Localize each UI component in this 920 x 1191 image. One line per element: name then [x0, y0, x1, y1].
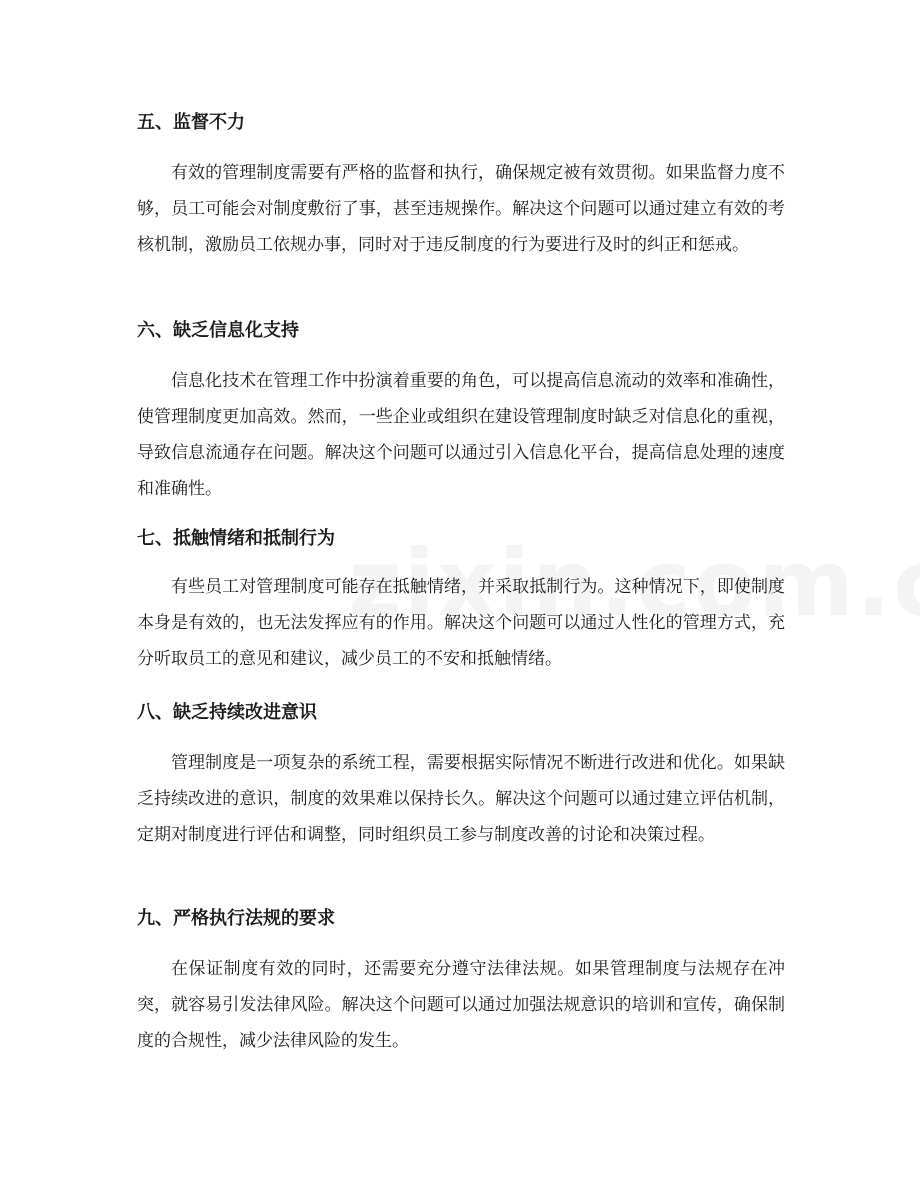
section-6-heading: 六、缺乏信息化支持	[137, 320, 299, 341]
section-6-body: 信息化技术在管理工作中扮演着重要的角色，可以提高信息流动的效率和准确性，使管理制度更加高效。然而，一些企业或组织在建设管理制度时缺乏对信息化的重视，导致信息流通存在问题。解决这个问题可以通过引入信息化平台，提高信息处理的速度和准确性。	[137, 371, 785, 499]
section-8-body: 管理制度是一项复杂的系统工程，需要根据实际情况不断进行改进和优化。如果缺乏持续改进的意识，制度的效果难以保持长久。解决这个问题可以通过建立评估机制，定期对制度进行评估和调整，同时组织员工参与制度改善的讨论和决策过程。	[137, 753, 785, 845]
section-8-heading: 八、缺乏持续改进意识	[137, 702, 317, 723]
section-7-heading: 七、抵触情绪和抵制行为	[137, 528, 335, 549]
section-9-body: 在保证制度有效的同时，还需要充分遵守法律法规。如果管理制度与法规存在冲突，就容易引发法律风险。解决这个问题可以通过加强法规意识的培训和宣传，确保制度的合规性，减少法律风险的发生。	[137, 959, 785, 1051]
section-5-heading: 五、监督不力	[137, 112, 245, 133]
section-9-heading: 九、严格执行法规的要求	[137, 908, 335, 929]
section-5-body: 有效的管理制度需要有严格的监督和执行，确保规定被有效贯彻。如果监督力度不够，员工可能会对制度敷衍了事，甚至违规操作。解决这个问题可以通过建立有效的考核机制，激励员工依规办事，同时对于违反制度的行为要进行及时的纠正和惩戒。	[137, 163, 785, 255]
section-7-body: 有些员工对管理制度可能存在抵触情绪，并采取抵制行为。这种情况下，即使制度本身是有效的，也无法发挥应有的作用。解决这个问题可以通过人性化的管理方式，充分听取员工的意见和建议，减少员工的不安和抵触情绪。	[137, 577, 785, 669]
